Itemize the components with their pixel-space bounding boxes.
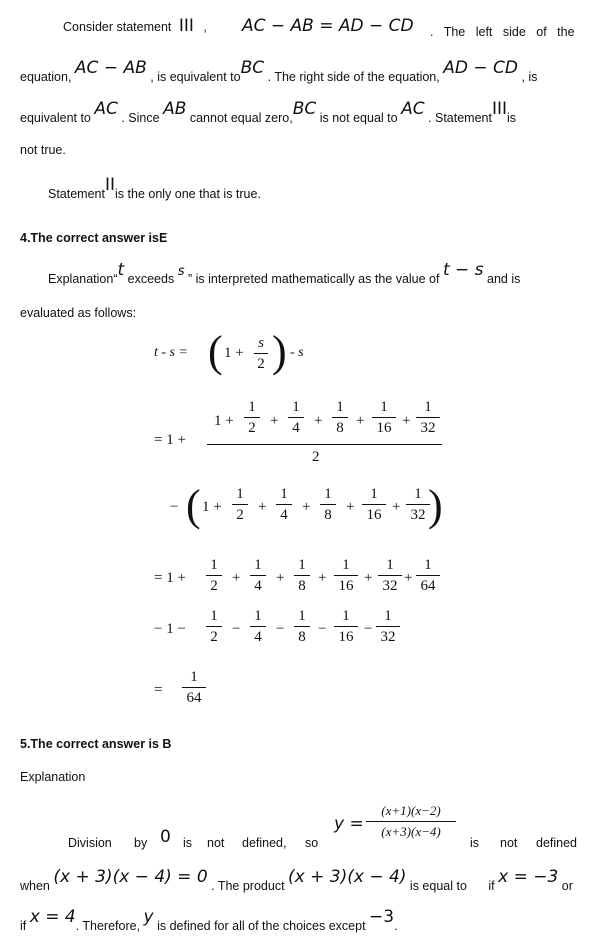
eq5-f16: 1 16 [334,607,358,646]
eq3-paren-open: ( [186,481,201,530]
eq3-f8: 1 8 [320,485,336,524]
evaluated-line: evaluated as follows: [20,306,137,320]
eq3-lead: − [170,499,179,515]
eq2-den: 2 [312,449,320,465]
eq2-num-start: 1 + [214,413,234,429]
roman-three: III [178,16,194,36]
when-line: when (x + 3)(x − 4) = 0 . The product (x + 3)(x − 4) is equal to if x = −3 or [20,867,573,893]
y-fraction: (x+1)(x−2) (x+3)(x−4) [366,802,456,841]
eq5-f32: 1 32 [376,607,400,646]
eq6-f64: 1 64 [182,668,206,707]
eq1-inner: 1 + [224,345,244,361]
eq1-paren-open: ( [208,327,223,376]
eq3-f32: 1 32 [406,485,430,524]
heading-answer-4: 4.The correct answer isE [20,231,168,245]
eq3-f16: 1 16 [362,485,386,524]
eq4-lead: = 1 + [154,570,186,586]
eq2-f16: 1 16 [372,398,396,437]
para-line-2: equation, AC − AB , is equivalent toBC . The right side of the equation, AD − CD , is [20,58,538,84]
eq3-paren-close: ) [428,481,443,530]
y-equals: y = [334,814,364,834]
division-line: Division [68,836,112,850]
eq2-lead: = 1 + [154,432,186,448]
para-line-1-end: . The left side of the [430,25,575,39]
eq4-f4: 1 4 [250,556,266,595]
eq1-tail: - s [290,345,304,360]
eq5-f2: 1 2 [206,607,222,646]
eq1-lhs: t - s = [154,345,188,360]
explanation-label: Explanation [20,770,86,784]
math-ac-ab-ad-cd: AC − AB = AD − CD [242,16,414,36]
eq1-paren-close: ) [272,327,287,376]
eq2-f8: 1 8 [332,398,348,437]
eq6-lead: = [154,682,163,698]
para-line-1: Consider statement III , [63,16,207,36]
eq4-f2: 1 2 [206,556,222,595]
eq2-main-bar [207,444,442,445]
explanation-line: Explanation“t exceeds s ” is interpreted mathematically as the value of t − s and is [48,260,521,286]
eq3-f4: 1 4 [276,485,292,524]
eq2-f32: 1 32 [416,398,440,437]
if-line: if x = 4. Therefore, y is defined for all of the choices except −3. [20,907,398,933]
eq1-frac: s 2 [254,334,268,373]
eq3-inner: 1 + [202,499,222,515]
eq2-f2: 1 2 [244,398,260,437]
para-line-4: not true. [20,143,66,157]
eq5-f4: 1 4 [250,607,266,646]
para-line-3: equivalent to AC . Since AB cannot equal zero,BC is not equal to AC . StatementIIIis [20,99,517,125]
eq5-lead: − 1 − [154,621,186,637]
eq4-f64: 1 64 [416,556,440,595]
eq3-f2: 1 2 [232,485,248,524]
statement-two-line: StatementIIis the only one that is true. [48,175,261,201]
eq2-f4: 1 4 [288,398,304,437]
zero-symbol: 0 [160,827,171,847]
heading-answer-5: 5.The correct answer is B [20,737,172,751]
eq5-f8: 1 8 [294,607,310,646]
eq4-f8: 1 8 [294,556,310,595]
eq4-f16: 1 16 [334,556,358,595]
eq4-f32: 1 32 [378,556,402,595]
